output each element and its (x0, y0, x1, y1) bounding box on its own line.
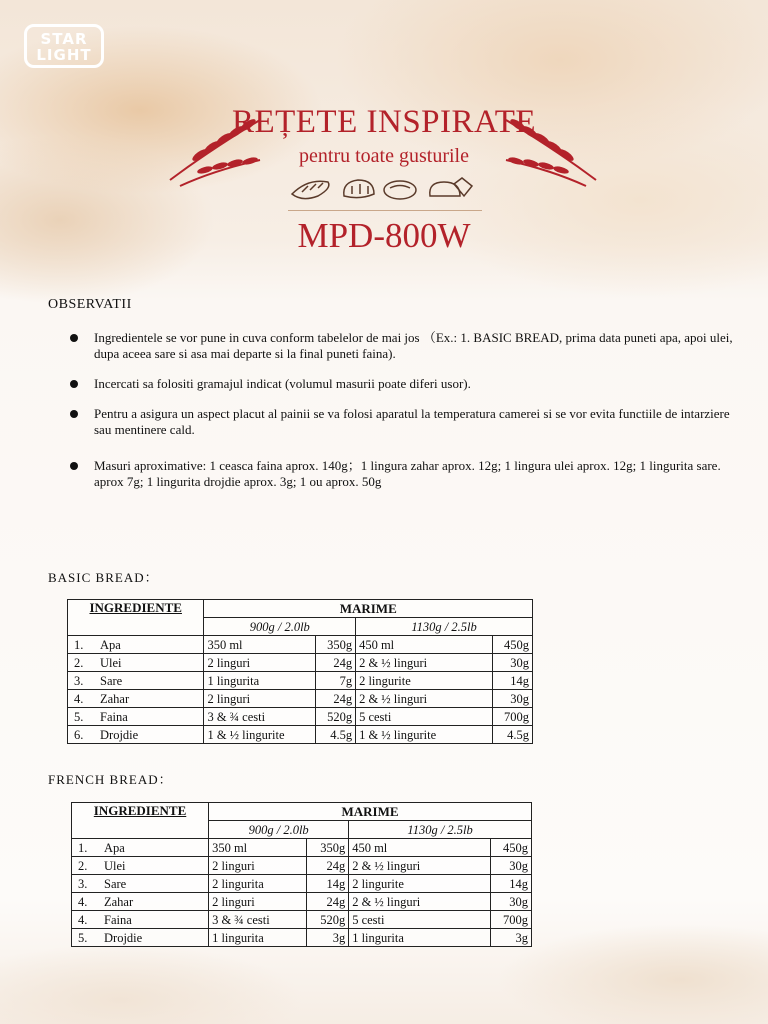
ingredient-cell (68, 636, 204, 654)
bread-icons (288, 174, 482, 204)
large-measure-cell: 5 cesti (349, 911, 491, 929)
large-grams-cell: 30g (491, 893, 532, 911)
large-measure-cell: 5 cesti (356, 708, 492, 726)
small-grams-cell: 520g (315, 708, 355, 726)
observation-text: Incercati sa folositi gramajul indicat (volumul masurii poate diferi usor). (94, 376, 471, 391)
ingredient-name: Sare (104, 876, 127, 891)
small-grams-cell: 3g (306, 929, 349, 947)
list-item (70, 458, 740, 490)
ingredient-name: Drojdie (104, 930, 143, 945)
large-grams-cell: 700g (491, 911, 532, 929)
ingredient-number: 2. (74, 655, 84, 670)
large-measure-cell: 1 lingurita (349, 929, 491, 947)
table-row (68, 672, 533, 690)
large-grams-cell: 14g (492, 672, 532, 690)
ingredient-name: Sare (100, 673, 123, 688)
large-grams-cell: 3g (491, 929, 532, 947)
col-size-header: MARIME (209, 803, 532, 821)
ingredient-cell (72, 911, 209, 929)
small-grams-cell: 7g (315, 672, 355, 690)
large-measure-cell: 2 & ½ linguri (356, 654, 492, 672)
bullet-icon (70, 380, 78, 388)
table-row (72, 839, 532, 857)
observations-title: OBSERVATII (48, 297, 132, 312)
col-ingredients-header: INGREDIENTE (72, 803, 209, 839)
page-subtitle: pentru toate gusturile (299, 145, 469, 167)
large-measure-cell: 2 & ½ linguri (349, 893, 491, 911)
ingredient-cell (72, 857, 209, 875)
col-ingredients-header: INGREDIENTE (68, 600, 204, 636)
header-divider (288, 210, 482, 211)
french-bread-title: FRENCH BREAD： (48, 772, 173, 787)
round-bread-icon (384, 181, 416, 199)
large-grams-cell: 450g (492, 636, 532, 654)
large-measure-cell: 2 lingurite (356, 672, 492, 690)
ingredient-name: Zahar (104, 894, 134, 909)
small-measure-cell: 3 & ¾ cesti (209, 911, 306, 929)
ingredient-number: 3. (78, 876, 88, 891)
small-grams-cell: 4.5g (315, 726, 355, 744)
table-row (72, 857, 532, 875)
large-measure-cell: 2 & ½ linguri (356, 690, 492, 708)
ingredient-name: Apa (100, 637, 121, 652)
observation-text: Ingredientele se vor pune in cuva conform tabelelor de mai jos （Ex.: 1. BASIC BREAD, prima data puneti apa, apoi ulei, dupa aceea sare si asa mai departe si la final puneti faina). (94, 330, 733, 361)
small-grams-cell: 24g (315, 654, 355, 672)
ingredient-name: Drojdie (100, 727, 139, 742)
ingredient-cell (68, 708, 204, 726)
table-row (68, 654, 533, 672)
ingredient-name: Ulei (104, 858, 126, 873)
table-row (68, 636, 533, 654)
french-bread-table (71, 802, 532, 947)
loaf-icon (344, 180, 374, 198)
small-measure-cell: 2 linguri (209, 893, 306, 911)
large-measure-cell: 450 ml (356, 636, 492, 654)
small-measure-cell: 350 ml (204, 636, 315, 654)
size-small-header: 900g / 2.0lb (209, 821, 349, 839)
table-row (72, 911, 532, 929)
bullet-icon (70, 334, 78, 342)
basic-bread-table (67, 599, 533, 744)
small-grams-cell: 24g (306, 857, 349, 875)
observation-text: Pentru a asigura un aspect placut al painii se va folosi aparatul la temperatura camerei si se vor evita functiile de intarziere sau mentinere cald. (94, 406, 730, 437)
small-measure-cell: 2 lingurita (209, 875, 306, 893)
ingredient-cell (68, 654, 204, 672)
ingredient-name: Faina (100, 709, 128, 724)
table-row (68, 726, 533, 744)
brand-logo (24, 24, 104, 68)
list-item (70, 406, 740, 438)
ingredient-name: Zahar (100, 691, 130, 706)
large-grams-cell: 30g (492, 654, 532, 672)
large-grams-cell: 450g (491, 839, 532, 857)
large-grams-cell: 14g (491, 875, 532, 893)
small-measure-cell: 3 & ¾ cesti (204, 708, 315, 726)
size-large-header: 1130g / 2.5lb (349, 821, 532, 839)
brand-logo-line1: STAR (40, 30, 88, 48)
size-small-header: 900g / 2.0lb (204, 618, 356, 636)
ingredient-cell (72, 893, 209, 911)
small-measure-cell: 350 ml (209, 839, 306, 857)
large-grams-cell: 4.5g (492, 726, 532, 744)
ingredient-number: 6. (74, 727, 84, 742)
bullet-icon (70, 462, 78, 470)
ingredient-number: 4. (78, 894, 88, 909)
table-row (68, 708, 533, 726)
list-item (70, 376, 740, 392)
small-grams-cell: 24g (315, 690, 355, 708)
ingredient-cell (72, 875, 209, 893)
table-row (68, 690, 533, 708)
size-large-header: 1130g / 2.5lb (356, 618, 533, 636)
small-measure-cell: 2 linguri (204, 690, 315, 708)
small-grams-cell: 24g (306, 893, 349, 911)
large-grams-cell: 700g (492, 708, 532, 726)
ingredient-name: Ulei (100, 655, 122, 670)
small-grams-cell: 350g (306, 839, 349, 857)
ingredient-name: Apa (104, 840, 125, 855)
small-grams-cell: 14g (306, 875, 349, 893)
ingredient-number: 4. (74, 691, 84, 706)
table-row (72, 929, 532, 947)
ingredient-number: 5. (74, 709, 84, 724)
ingredient-name: Faina (104, 912, 132, 927)
baguette-icon (292, 181, 329, 198)
small-measure-cell: 1 & ½ lingurite (204, 726, 315, 744)
ingredient-number: 5. (78, 930, 88, 945)
small-measure-cell: 2 linguri (204, 654, 315, 672)
ingredient-number: 3. (74, 673, 84, 688)
large-measure-cell: 1 & ½ lingurite (356, 726, 492, 744)
small-measure-cell: 2 linguri (209, 857, 306, 875)
ingredient-number: 4. (78, 912, 88, 927)
col-size-header: MARIME (204, 600, 533, 618)
small-measure-cell: 1 lingurita (209, 929, 306, 947)
ingredient-number: 1. (78, 840, 88, 855)
observation-text: Masuri aproximative: 1 ceasca faina aprox. 140g；1 lingura zahar aprox. 12g; 1 lingura ulei aprox. 12g; 1 lingurita sare. aprox 7g; 1 lingurita drojdie aprox. 3g; 1 ou aprox. 50g (94, 458, 721, 489)
large-measure-cell: 450 ml (349, 839, 491, 857)
large-grams-cell: 30g (491, 857, 532, 875)
large-grams-cell: 30g (492, 690, 532, 708)
small-measure-cell: 1 lingurita (204, 672, 315, 690)
ingredient-cell (72, 839, 209, 857)
model-name: MPD-800W (297, 216, 471, 255)
basic-bread-title: BASIC BREAD： (48, 570, 159, 585)
page-title: REȚETE INSPIRATE (231, 104, 537, 140)
table-row (72, 893, 532, 911)
small-grams-cell: 520g (306, 911, 349, 929)
ingredient-cell (68, 726, 204, 744)
large-measure-cell: 2 & ½ linguri (349, 857, 491, 875)
ingredient-cell (68, 672, 204, 690)
ingredient-number: 2. (78, 858, 88, 873)
ingredient-cell (68, 690, 204, 708)
brand-logo-line2: LIGHT (36, 46, 92, 64)
table-row (72, 875, 532, 893)
list-item (70, 330, 740, 362)
small-grams-cell: 350g (315, 636, 355, 654)
ingredient-number: 1. (74, 637, 84, 652)
ingredient-cell (72, 929, 209, 947)
large-measure-cell: 2 lingurite (349, 875, 491, 893)
sliced-bread-icon (430, 178, 472, 196)
bullet-icon (70, 410, 78, 418)
observations-list (70, 330, 740, 504)
